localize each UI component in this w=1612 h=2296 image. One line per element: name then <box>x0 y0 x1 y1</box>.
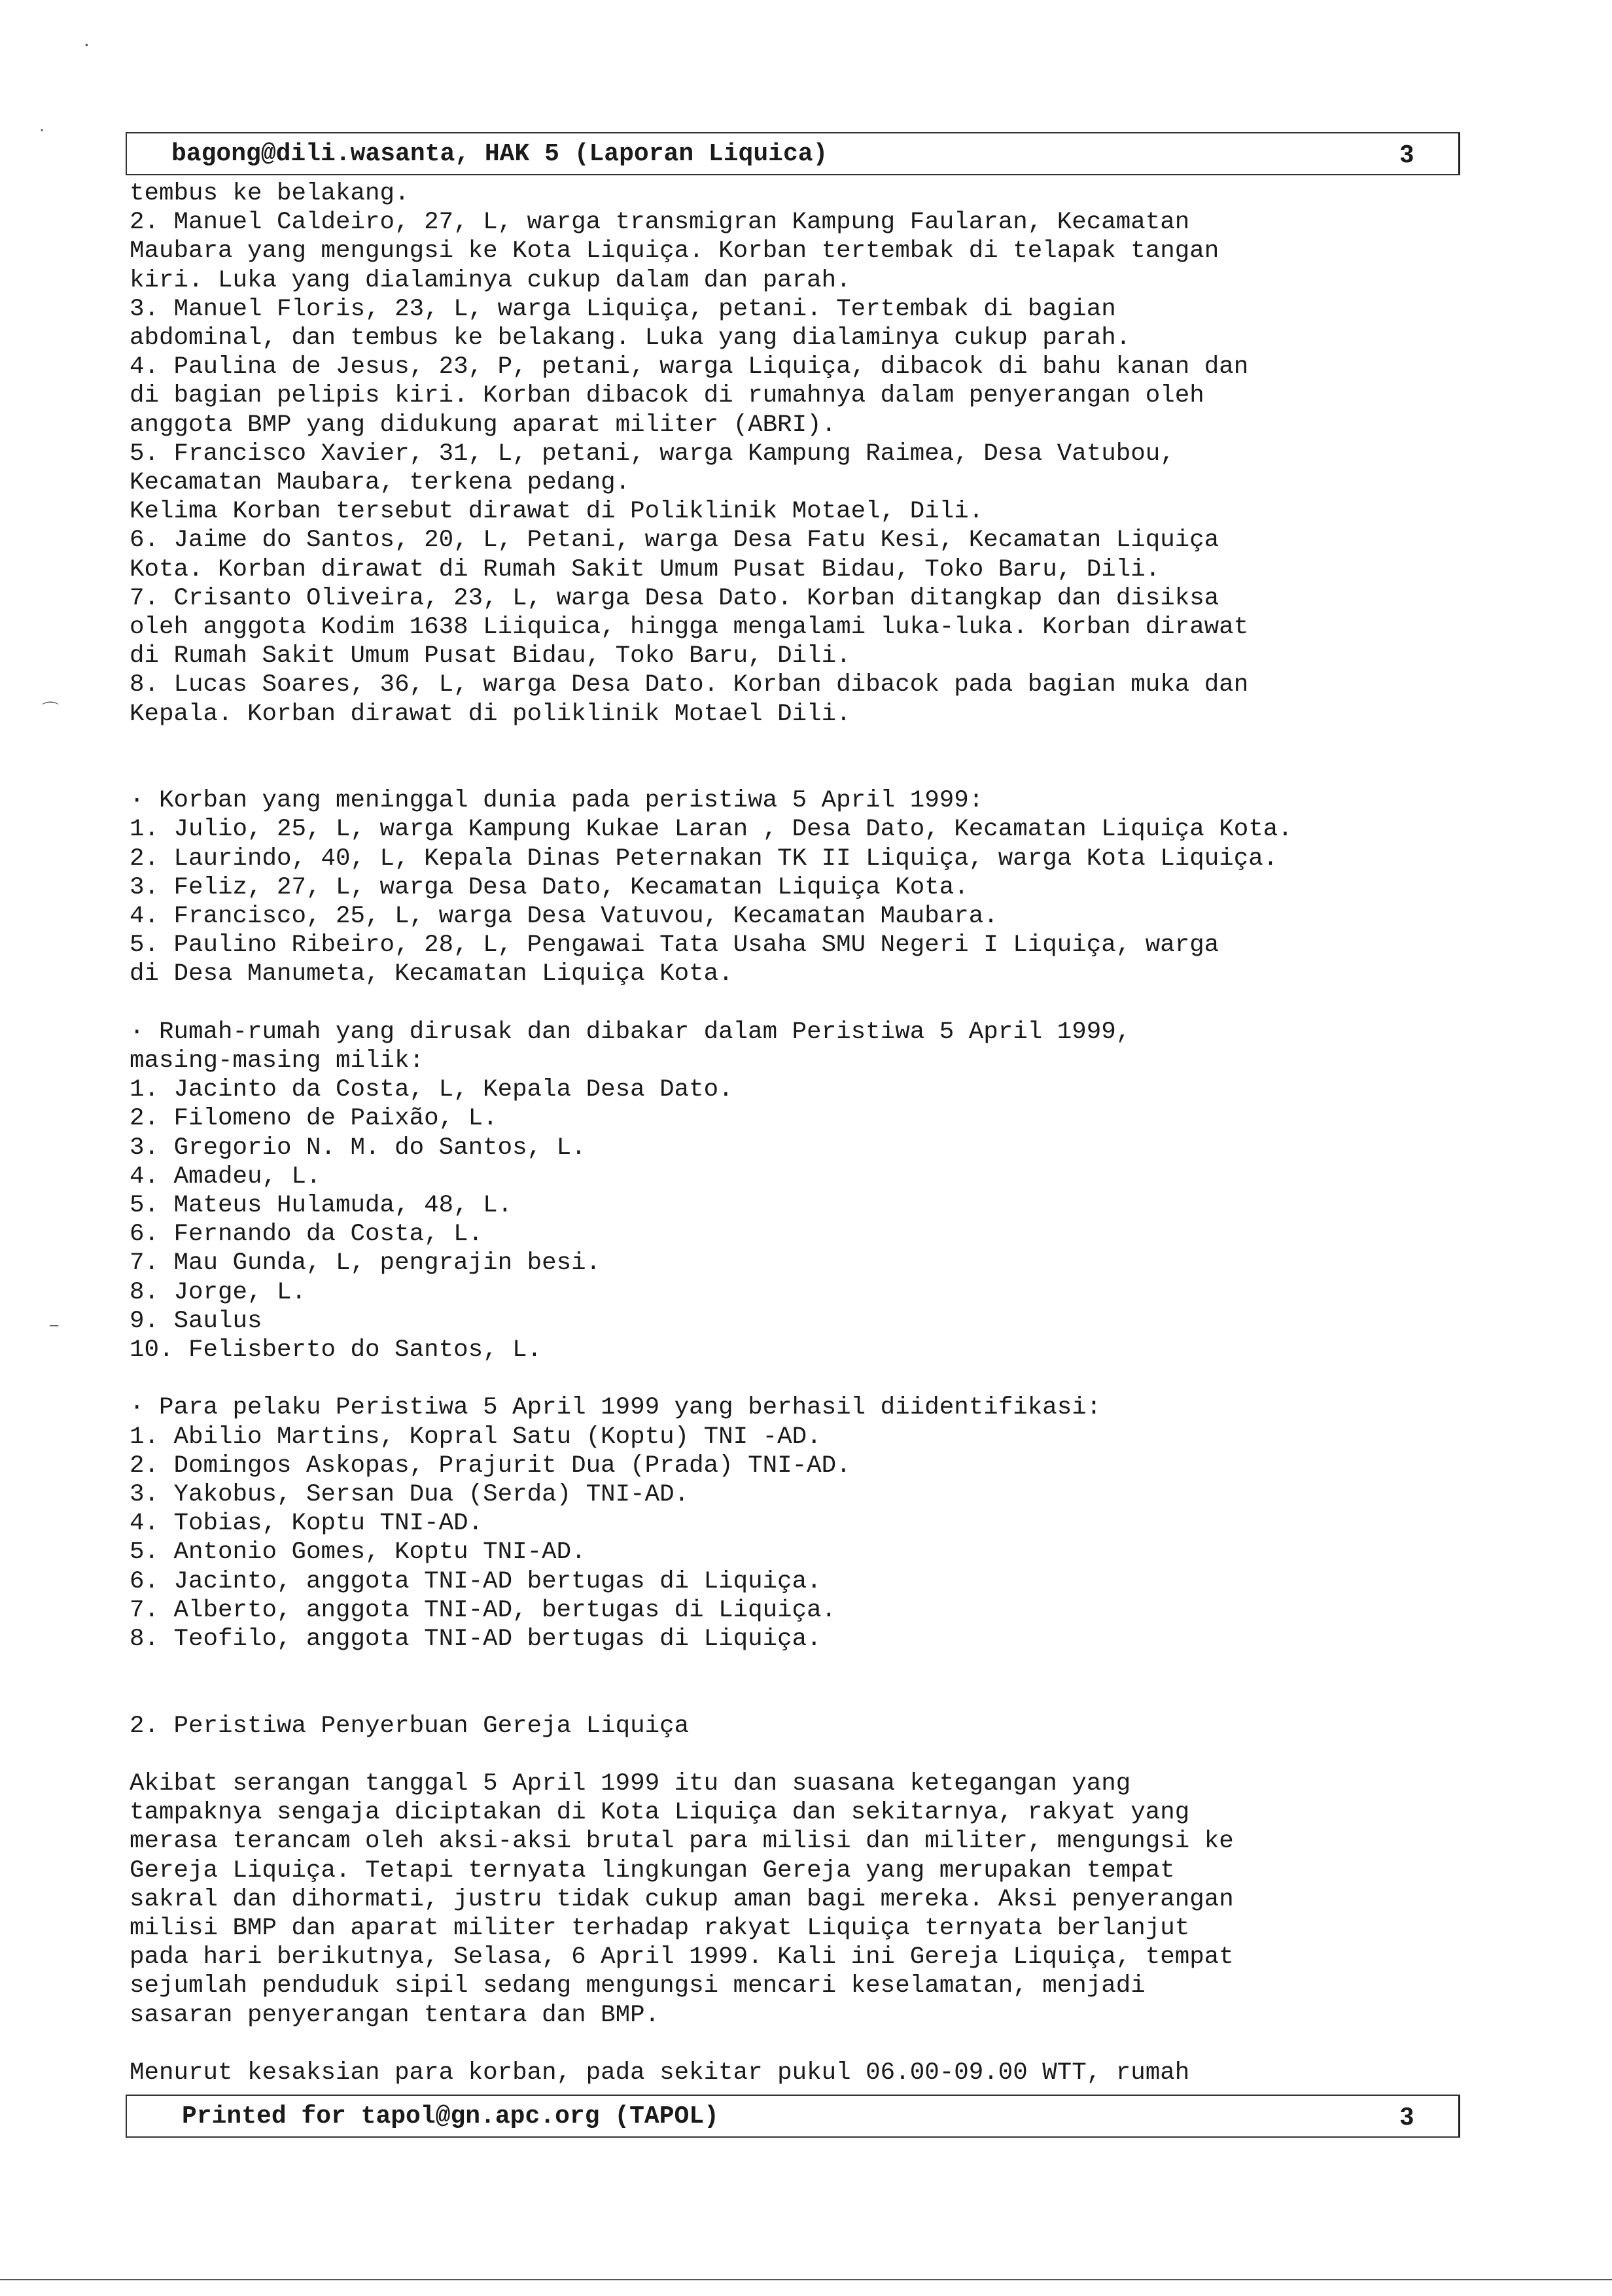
body-line: 1. Jacinto da Costa, L, Kepala Desa Dato. <box>130 1076 733 1104</box>
body-line: merasa terancam oleh aksi-aksi brutal para milisi dan militer, mengungsi ke <box>130 1828 1234 1856</box>
body-line: 9. Saulus <box>130 1307 262 1335</box>
body-line: 1. Abilio Martins, Kopral Satu (Koptu) TNI -AD. <box>130 1423 822 1451</box>
body-line: 3. Feliz, 27, L, warga Desa Dato, Kecamatan Liquiça Kota. <box>130 873 969 901</box>
header-page-number: 3 <box>1399 141 1414 168</box>
body-line: 3. Gregorio N. M. do Santos, L. <box>130 1134 586 1162</box>
body-line: sakral dan dihormati, justru tidak cukup aman bagi mereka. Aksi penyerangan <box>130 1885 1234 1913</box>
body-line: 8. Teofilo, anggota TNI-AD bertugas di Liquiça. <box>130 1626 822 1653</box>
body-line: 7. Alberto, anggota TNI-AD, bertugas di Liquiça. <box>130 1596 837 1624</box>
body-line: 2. Laurindo, 40, L, Kepala Dinas Peternakan TK II Liquiça, warga Kota Liquiça. <box>130 844 1278 873</box>
body-line: 1. Julio, 25, L, warga Kampung Kukae Laran , Desa Dato, Kecamatan Liquiça Kota. <box>130 816 1293 844</box>
body-line: 3. Yakobus, Sersan Dua (Serda) TNI-AD. <box>130 1481 690 1508</box>
body-line: 7. Crisanto Oliveira, 23, L, warga Desa Dato. Korban ditangkap dan disiksa <box>130 584 1219 612</box>
body-line: 4. Paulina de Jesus, 23, P, petani, warga Liquiça, dibacok di bahu kanan dan <box>130 353 1249 381</box>
body-line: Kepala. Korban dirawat di poliklinik Motael Dili. <box>130 700 851 728</box>
scan-speck: • <box>85 39 88 50</box>
body-line: masing-masing milik: <box>130 1047 425 1075</box>
body-line: 6. Jacinto, anggota TNI-AD bertugas di Liquiça. <box>130 1567 822 1595</box>
body-line: 8. Lucas Soares, 36, L, warga Desa Dato. Korban dibacok pada bagian muka dan <box>130 671 1249 699</box>
page-header <box>126 132 1460 175</box>
body-line: 7. Mau Gunda, L, pengrajin besi. <box>130 1249 601 1278</box>
footer-page-number: 3 <box>1399 2103 1414 2131</box>
body-line: Akibat serangan tanggal 5 April 1999 itu dan suasana ketegangan yang <box>130 1770 1131 1798</box>
body-line: Gereja Liquiça. Tetapi ternyata lingkungan Gereja yang merupakan tempat <box>130 1856 1175 1885</box>
body-line: pada hari berikutnya, Selasa, 6 April 1999. Kali ini Gereja Liquiça, tempat <box>130 1943 1234 1972</box>
body-line: milisi BMP dan aparat militer terhadap rakyat Liquiça ternyata berlanjut <box>130 1915 1190 1942</box>
body-line: 3. Manuel Floris, 23, L, warga Liquiça, petani. Tertembak di bagian <box>130 295 1116 323</box>
body-line: 5. Antonio Gomes, Koptu TNI-AD. <box>130 1539 586 1567</box>
body-line: kiri. Luka yang dialaminya cukup dalam dan parah. <box>130 266 851 294</box>
body-line: di Rumah Sakit Umum Pusat Bidau, Toko Baru, Dili. <box>130 642 851 670</box>
body-line: abdominal, dan tembus ke belakang. Luka yang dialaminya cukup parah. <box>130 324 1131 352</box>
scan-mark: ⌒ <box>42 701 60 720</box>
body-line: sasaran penyerangan tentara dan BMP. <box>130 2001 660 2029</box>
scan-speck: • <box>41 126 44 135</box>
body-line: oleh anggota Kodim 1638 Liiquica, hingga mengalami luka-luka. Korban dirawat <box>130 614 1249 641</box>
body-line: Kecamatan Maubara, terkena pedang. <box>130 469 631 496</box>
body-line: · Rumah-rumah yang dirusak dan dibakar dalam Peristiwa 5 April 1999, <box>130 1018 1131 1046</box>
page-footer <box>126 2095 1460 2138</box>
body-line: 6. Jaime do Santos, 20, L, Petani, warga Desa Fatu Kesi, Kecamatan Liquiça <box>130 527 1219 555</box>
body-line: 2. Peristiwa Penyerbuan Gereja Liquiça <box>130 1712 690 1740</box>
body-line: 2. Manuel Caldeiro, 27, L, warga transmigran Kampung Faularan, Kecamatan <box>130 209 1190 237</box>
body-line: Menurut kesaksian para korban, pada sekitar pukul 06.00-09.00 WTT, rumah <box>130 2059 1190 2087</box>
body-line: · Korban yang meninggal dunia pada peristiwa 5 April 1999: <box>130 787 984 815</box>
body-line: Kelima Korban tersebut dirawat di Poliklinik Motael, Dili. <box>130 498 984 526</box>
body-line: 4. Amadeu, L. <box>130 1162 321 1191</box>
body-line: 5. Francisco Xavier, 31, L, petani, warga Kampung Raimea, Desa Vatubou, <box>130 440 1175 468</box>
body-line: 8. Jorge, L. <box>130 1278 307 1306</box>
body-line: tembus ke belakang. <box>130 180 410 207</box>
header-title: bagong@dili.wasanta, HAK 5 (Laporan Liquica) <box>171 140 828 168</box>
body-line: 2. Filomeno de Paixão, L. <box>130 1105 498 1133</box>
body-line: tampaknya sengaja diciptakan di Kota Liquiça dan sekitarnya, rakyat yang <box>130 1799 1190 1827</box>
bottom-scan-line <box>0 2279 1612 2280</box>
body-line: anggota BMP yang didukung aparat militer (ABRI). <box>130 411 837 439</box>
body-line: Kota. Korban dirawat di Rumah Sakit Umum Pusat Bidau, Toko Baru, Dili. <box>130 555 1161 583</box>
body-line: 5. Mateus Hulamuda, 48, L. <box>130 1192 513 1219</box>
body-line: 5. Paulino Ribeiro, 28, L, Pengawai Tata Usaha SMU Negeri I Liquiça, warga <box>130 931 1219 960</box>
footer-title: Printed for tapol@gn.apc.org (TAPOL) <box>182 2102 719 2131</box>
body-line: sejumlah penduduk sipil sedang mengungsi mencari keselamatan, menjadi <box>130 1972 1146 2000</box>
body-line: · Para pelaku Peristiwa 5 April 1999 yang berhasil diidentifikasi: <box>130 1394 1102 1422</box>
body-line: 4. Tobias, Koptu TNI-AD. <box>130 1510 483 1538</box>
body-line: 10. Felisberto do Santos, L. <box>130 1336 542 1364</box>
body-line: di bagian pelipis kiri. Korban dibacok di rumahnya dalam penyerangan oleh <box>130 382 1204 410</box>
body-line: 4. Francisco, 25, L, warga Desa Vatuvou, Kecamatan Maubara. <box>130 903 998 930</box>
body-line: 6. Fernando da Costa, L. <box>130 1221 483 1249</box>
scan-mark: – <box>50 1316 59 1334</box>
body-line: Maubara yang mengungsi ke Kota Liquiça. Korban tertembak di telapak tangan <box>130 237 1219 266</box>
body-line: 2. Domingos Askopas, Prajurit Dua (Prada) TNI-AD. <box>130 1452 851 1480</box>
body-line: di Desa Manumeta, Kecamatan Liquiça Kota. <box>130 960 733 988</box>
